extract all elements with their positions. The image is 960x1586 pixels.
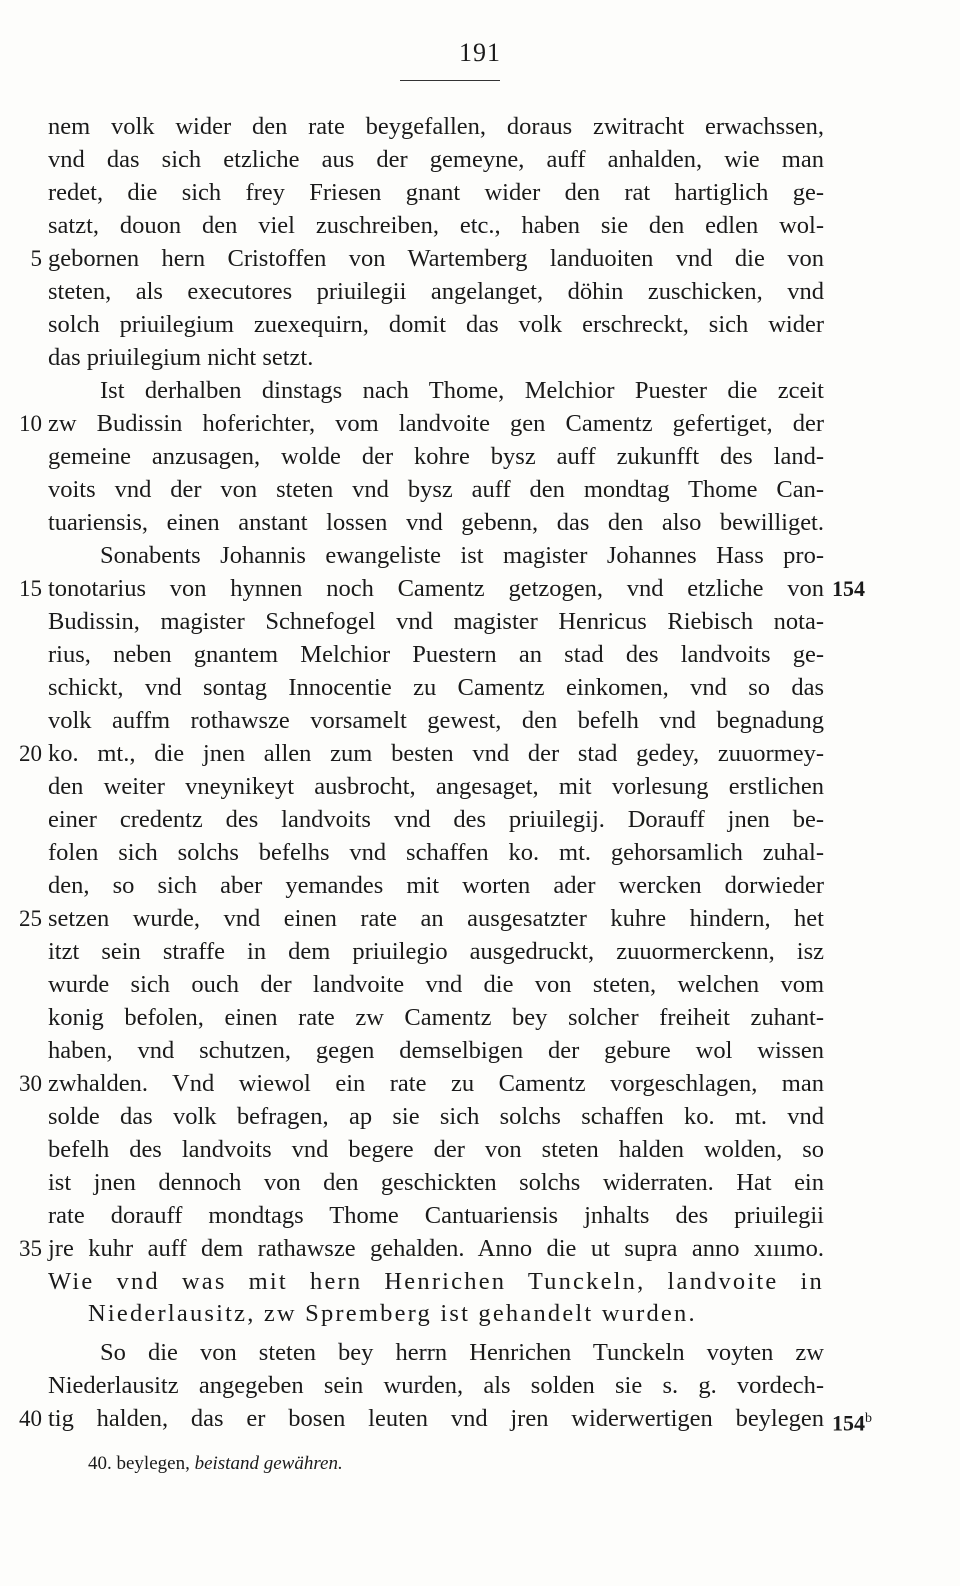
line-number: 15 bbox=[19, 576, 42, 601]
text-line: tonotarius von hynnen noch Camentz getzogen, vnd etzliche von bbox=[48, 575, 824, 602]
line-number: 25 bbox=[19, 906, 42, 931]
line-number: 40 bbox=[19, 1406, 42, 1431]
text-line: Sonabents Johannis ewangeliste ist magister Johannes Hass pro- bbox=[100, 542, 824, 569]
text-line: solde das volk befragen, ap sie sich solchs schaffen ko. mt. vnd bbox=[48, 1103, 824, 1130]
text-line: einer credentz des landvoits vnd des priuilegij. Dorauff jnen be- bbox=[48, 806, 824, 833]
text-line: rate dorauff mondtags Thome Cantuariensis jnhalts des priuilegii bbox=[48, 1202, 824, 1229]
text-line: satzt, douon den viel zuschreiben, etc., haben sie den edlen wol- bbox=[48, 212, 824, 239]
text-line: So die von steten bey herrn Henrichen Tunckeln voyten zw bbox=[100, 1339, 824, 1366]
margin-reference-number: 154 bbox=[832, 1410, 865, 1436]
text-line: den weiter vneynikeyt ausbrocht, angesaget, mit vorlesung erstlichen bbox=[48, 773, 824, 800]
footnote bbox=[88, 1451, 343, 1477]
text-line: Wie vnd was mit hern Henrichen Tunckeln, landvoite in bbox=[48, 1268, 824, 1295]
margin-reference bbox=[832, 572, 865, 605]
text-line: schickt, vnd sontag Innocentie zu Camentz einkomen, vnd so das bbox=[48, 674, 824, 701]
page-number: 191 bbox=[459, 38, 501, 67]
text-line: den, so sich aber yemandes mit worten ader wercken dorwieder bbox=[48, 872, 824, 899]
footnote-italic: beistand gewähren. bbox=[194, 1453, 343, 1474]
text-line: tig halden, das er bosen leuten vnd jren widerwertigen beylegen bbox=[48, 1405, 824, 1432]
text-line: zw Budissin hoferichter, vom landvoite gen Camentz gefertiget, der bbox=[48, 410, 824, 437]
text-line: voits vnd der von steten vnd bysz auff den mondtag Thome Can- bbox=[48, 476, 824, 503]
text-line: tuariensis, einen anstant lossen vnd gebenn, das den also bewilliget. bbox=[48, 509, 824, 536]
header-rule bbox=[400, 80, 500, 81]
text-line: ist jnen dennoch von den geschickten solchs widerraten. Hat ein bbox=[48, 1169, 824, 1196]
text-line: gemeine anzusagen, wolde der kohre bysz auff zukunfft des land- bbox=[48, 443, 824, 470]
line-number: 10 bbox=[19, 411, 42, 436]
text-line: Niederlausitz, zw Spremberg ist gehandelt wurden. bbox=[88, 1300, 697, 1327]
text-line: haben, vnd schutzen, gegen demselbigen der gebure wol wissen bbox=[48, 1037, 824, 1064]
margin-reference-number: 154 bbox=[832, 576, 865, 601]
text-line: vnd das sich etzliche aus der gemeyne, auff anhalden, wie man bbox=[48, 146, 824, 173]
text-line: Ist derhalben dinstags nach Thome, Melchior Puester die zceit bbox=[100, 377, 824, 404]
text-line: setzen wurde, vnd einen rate an ausgesatzter kuhre hindern, het bbox=[48, 905, 824, 932]
footnote-prefix: 40. beylegen, bbox=[88, 1453, 195, 1474]
text-line: jre kuhr auff dem rathawsze gehalden. Anno die ut supra anno xııımo. bbox=[48, 1235, 824, 1262]
text-line: das priuilegium nicht setzt. bbox=[48, 344, 314, 371]
line-number: 35 bbox=[19, 1236, 42, 1261]
text-line: wurde sich ouch der landvoite vnd die von steten, welchen vom bbox=[48, 971, 824, 998]
line-number: 30 bbox=[19, 1071, 42, 1096]
text-line: nem volk wider den rate beygefallen, doraus zwitracht erwachssen, bbox=[48, 113, 824, 140]
text-line: solch priuilegium zuexequirn, domit das volk erschreckt, sich wider bbox=[48, 311, 824, 338]
text-line: folen sich solchs befelhs vnd schaffen ko. mt. gehorsamlich zuhal- bbox=[48, 839, 824, 866]
line-number: 20 bbox=[19, 741, 42, 766]
text-line: itzt sein straffe in dem priuilegio ausgedruckt, zuuormerckenn, isz bbox=[48, 938, 824, 965]
margin-reference-suffix: b bbox=[865, 1411, 872, 1426]
margin-reference bbox=[832, 1402, 872, 1439]
text-line: rius, neben gnantem Melchior Puestern an stad des landvoits ge- bbox=[48, 641, 824, 668]
text-line: befelh des landvoits vnd begere der von steten halden wolden, so bbox=[48, 1136, 824, 1163]
text-line: Niederlausitz angegeben sein wurden, als solden sie s. g. vordech- bbox=[48, 1372, 824, 1399]
text-line: zwhalden. Vnd wiewol ein rate zu Camentz vorgeschlagen, man bbox=[48, 1070, 824, 1097]
text-line: redet, die sich frey Friesen gnant wider den rat hartiglich ge- bbox=[48, 179, 824, 206]
text-line: ko. mt., die jnen allen zum besten vnd der stad gedey, zuuormey- bbox=[48, 740, 824, 767]
text-line: gebornen hern Cristoffen von Wartemberg landuoiten vnd die von bbox=[48, 245, 824, 272]
text-line: konig befolen, einen rate zw Camentz bey solcher freiheit zuhant- bbox=[48, 1004, 824, 1031]
text-line: Budissin, magister Schnefogel vnd magister Henricus Riebisch nota- bbox=[48, 608, 824, 635]
text-line: steten, als executores priuilegii angelanget, döhin zuschicken, vnd bbox=[48, 278, 824, 305]
text-line: volk auffm rothawsze vorsamelt gewest, den befelh vnd begnadung bbox=[48, 707, 824, 734]
line-number: 5 bbox=[30, 246, 42, 271]
